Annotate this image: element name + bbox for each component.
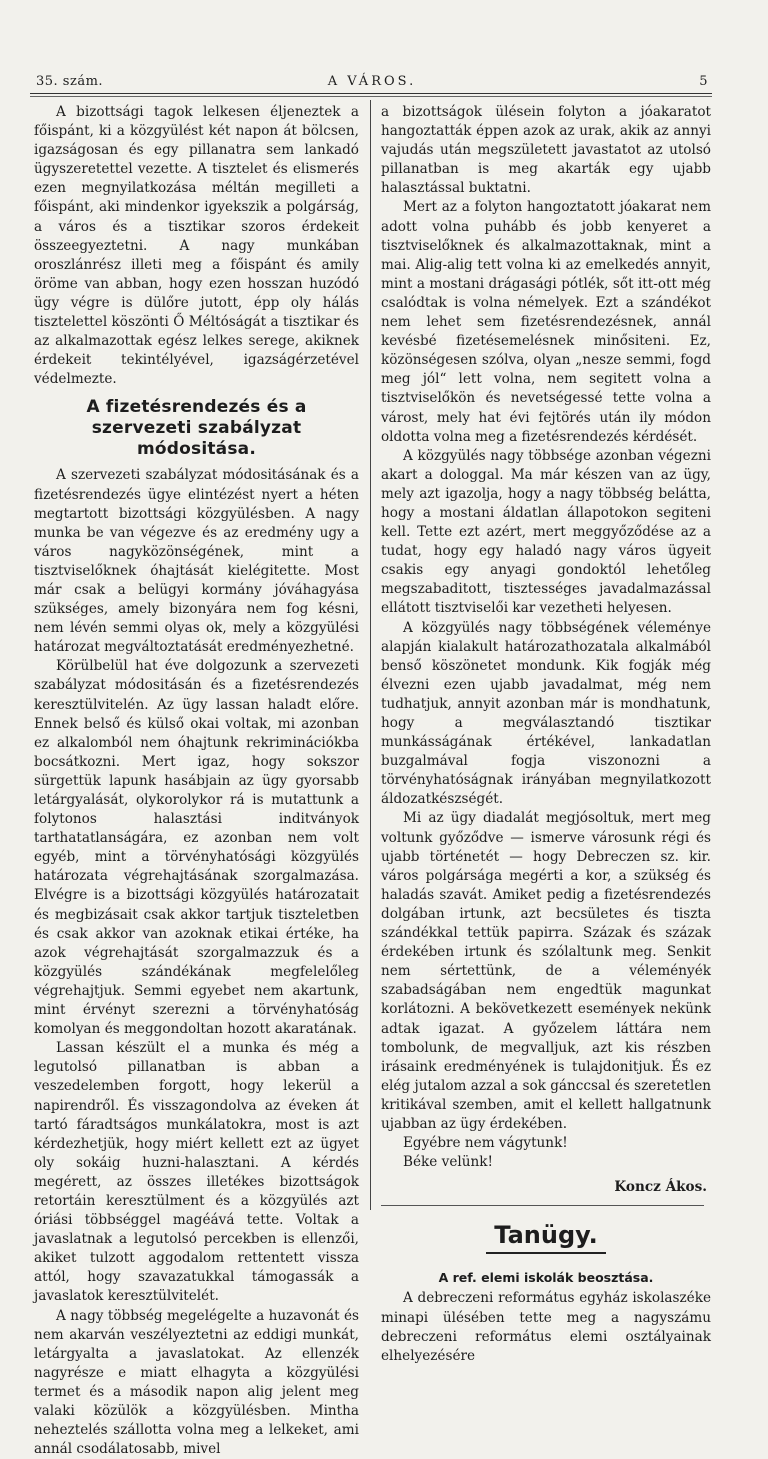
article-paragraph: A szervezeti szabályzat módositásának és a fizetésrendezés ügye elintézést nyert a héten megtartott bizottsági közgyülésben. A nagy munka be van végezve és az eredmény ugy a város nagyközönségének, mint a tisztviselőknek óhajtását kielégitette. Most már csak a belügyi kormány jóváhagyása szükséges, amely bizonyára nem fog késni, nem lévén semmi olyas ok, mely a közgyülési határozat megváltoztatását eredményezhetné.	[34, 467, 359, 656]
column-divider	[370, 100, 371, 1210]
section-title: Tanügy.	[494, 1221, 598, 1250]
article-paragraph: Lassan készült el a munka és még a legutolsó pillanatban is abban a veszedelemben forgott, hogy lekerül a napirendről. És visszagondolva az éveken át tartó fáradtságos munkálatokra, most is azt kérdezhetjük, hogy miért kellett ezt az ügyet oly sokáig huzni-halasztani. A kérdés megérett, az összes illetékes bizottságok retortáin keresztülment és a közgyülés azt óriási többséggel magéává tette. Voltak a javaslatnak a legutolsó percekben is ellenzői, akiket tulzott aggodalom rettentett vissza attól, hogy szavazatukkal támogassák a javaslatok keresztülvitelét.	[34, 1040, 359, 1305]
closing-line: Egyébre nem vágytunk!	[403, 1135, 568, 1152]
header-rule-thin	[30, 96, 712, 97]
issue-number: 35. szám.	[36, 74, 104, 89]
newspaper-title: A VÁROS.	[327, 74, 417, 89]
closing-line: Béke velünk!	[403, 1154, 493, 1171]
article-paragraph: Mert az a folyton hangoztatott jóakarat nem adott volna puhább és jobb kenyeret a tisztviselőknek és alkalmazottaknak, mint a mai. Alig-alig tett volna ki az emelkedés annyit, mint a mostani drágasági pótlék, sőt itt-ott még csalódtak is volna némelyek. Ezt a szándékot nem lehet sem fizetésrendezésnek, annál kevésbé fizetésemelésnek minősiteni. Ez, közönségesen szólva, olyan „nesze semmi, fogd meg jól“ lett volna, nem segitett volna a tisztviselőkön és nevetségessé tette volna a várost, mely hat évi fejtörés után ily módon oldotta volna meg a fizetésrendezés kérdését.	[381, 199, 711, 445]
article-paragraph: A közgyülés nagy többsége azonban végezni akart a dologgal. Ma már készen van az ügy, mely azt igazolja, hogy a nagy többség belátta, hogy a mostani áldatlan állapotokon segiteni kell. Tette ezt azért, mert meggyőződése az a tudat, hogy egy haladó nagy város ügyeit csakis egy anyagi gondoktól lehetőleg megszabaditott, tisztességes javadalmazással ellátott tisztviselői kar vezetheti helyesen.	[381, 447, 711, 617]
author-signature: Koncz Ákos.	[614, 1179, 707, 1196]
intro-paragraph: A bizottsági tagok lelkesen éljeneztek a főispánt, ki a közgyülést két napon át bölcsen, igazságosan és egy pillanatra sem lankadó ügyszeretettel vezette. A tisztelet és elismerés ezen megnyilatkozása méltán megilleti a főispánt, aki mindenkor igyekszik a polgárság, a város és a tisztikar szoros érdekeit összeegyeztetni. A nagy munkában oroszlánrész illeti meg a főispánt és amily öröme van abban, hogy ezen hosszan huzódó ügy végre is dülőre jutott, épp oly hálás tisztelettel köszönti Ő Méltóságát a tisztikar és az alkalmazottak egész lelkes serege, akiknek érdekeit tekintélyével, igazságérzetével védelmezte.	[34, 104, 359, 388]
page-header	[36, 74, 708, 94]
right-column	[381, 103, 711, 1364]
article-paragraph: A debreczeni református egyház iskolaszéke minapi ülésében tette meg a nagyszámu debreczeni református elemi osztályainak elhelyezésére	[381, 1290, 711, 1364]
article-paragraph: Mi az ügy diadalát megjósoltuk, mert meg voltunk győződve — ismerve városunk régi és ujabb történetét — hogy Debreczen sz. kir. város polgársága megérti a kor, a szükség és haladás szavát. Amiket pedig a fizetésrendezés dolgában irtunk, azt becsületes és tiszta szándékkal tettük papirra. Százak és százak érdekében irtunk és szólaltunk meg. Senkit nem sértettünk, de a véleményék szabadságában nem engedtük magunkat korlátozni. A bekövetkezett események nekünk adtak igazat. A győzelem láttára nem tombolunk, de megvalljuk, azt kis részben irásaink eredményének is tulajdonitjuk. És ez elég jutalom azzal a sok gánccsal és szeretetlen kritikával szemben, amit el kellett hallgatnunk ujabban az ügy érdekében.	[381, 810, 711, 1132]
article-paragraph: a bizottságok ülésein folyton a jóakaratot hangoztatták éppen azok az urak, akik az annyi vajudás után megszületett javastatot az utolsó pillanatban is meg akarták egy ujabb halasztással buktatni.	[381, 104, 711, 197]
left-column	[34, 103, 359, 1458]
section-rule	[381, 1205, 704, 1206]
page-number: 5	[699, 74, 708, 89]
article-paragraph: Körülbelül hat éve dolgozunk a szervezeti szabályzat módositásán és a fizetésrendezés keresztülvitelén. Az ügy lassan haladt előre. Ennek belső és külső okai voltak, mi azonban ez alkalomból nem óhajtunk rekriminációkba bocsátkozni. Mert igaz, hogy sokszor sürgettük lapunk hasábjain az ügy gyorsabb letárgyalását, olykorolykor rá is mutattunk a folytonos halasztási inditványok tarthatatlanságára, ez azonban nem volt egyéb, mint a törvényhatósági közgyülés határozata végrehajtásának szorgalmazása. Elvégre is a bizottsági közgyülés határozatait és megbizásait csak akkor tartjuk tiszteletben és csak akkor van azoknak etikai értéke, ha azok végrehajtását szorgalmazzuk és a közgyülés szándékának megfelelőleg végrehajtjuk. Semmi egyebet nem akartunk, mint érvényt szerezni a törvényhatóság komolyan és meggondoltan hozott akaratának.	[34, 658, 359, 1038]
article-paragraph: A nagy többség megelégelte a huzavonát és nem akarván veszélyeztetni az eddigi munkát, letárgyalta a javaslatokat. Az ellenzék nagyrésze e miatt elhagyta a közgyülési termet és a második napon alig jelent meg valaki közülök a közgyülésben. Mintha neheztelés szállotta volna meg a lelkeket, ami annál csodálatosabb, mivel	[34, 1307, 359, 1458]
article-headline: A fizetésrendezés és a szervezeti szabályzat módositása.	[86, 397, 307, 460]
header-rule	[30, 93, 712, 94]
article-subhead: A ref. elemi iskolák beosztása.	[438, 1270, 654, 1286]
section-title-underline	[486, 1252, 606, 1254]
article-paragraph: A közgyülés nagy többségének véleménye alapján kialakult határozathozatala alkalmából benső köszönetet mondunk. Kik fogják még élvezni ezen ujabb javadalmat, még nem tudhatjuk, annyit azonban már is mondhatunk, hogy a megválasztandó tisztikar munkásságának értékével, lankadatlan buzgalmával fogja viszonozni a törvényhatóságnak irányában megnyilatkozott áldozatkészségét.	[381, 619, 711, 808]
